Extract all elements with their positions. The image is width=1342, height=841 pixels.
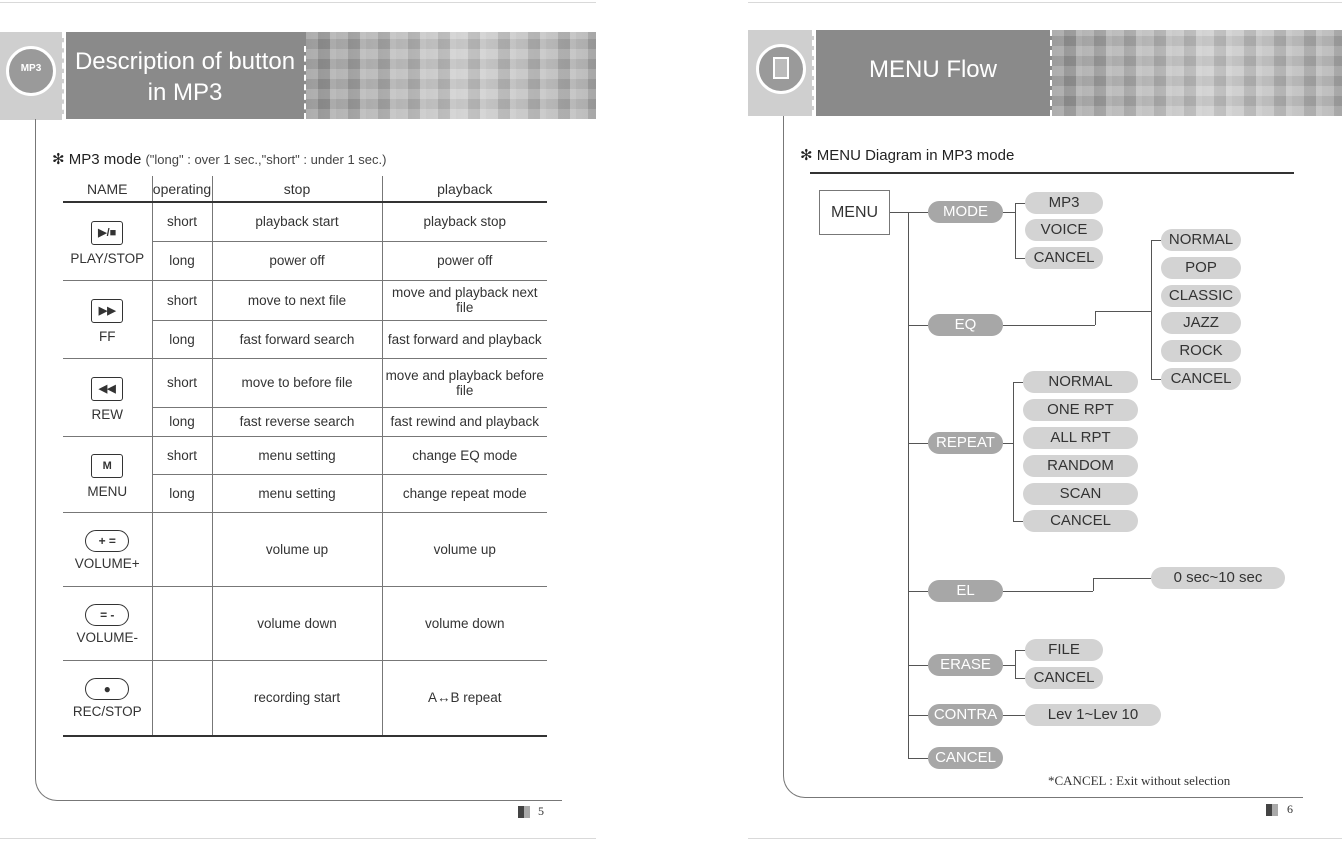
button-name: REC/STOP bbox=[72, 704, 142, 720]
mp3-icon-label: MP3 bbox=[20, 63, 42, 74]
book-icon-box bbox=[748, 30, 814, 116]
menu-node-repeat: REPEAT bbox=[928, 432, 1003, 454]
stop-cell: recording start bbox=[212, 660, 382, 736]
connector bbox=[1003, 715, 1025, 716]
option-scan: SCAN bbox=[1023, 483, 1138, 505]
option-file: FILE bbox=[1025, 639, 1103, 661]
page-edge-line bbox=[748, 838, 1342, 839]
connector bbox=[908, 212, 909, 758]
stop-cell: menu setting bbox=[212, 436, 382, 474]
page-edge-line bbox=[0, 838, 596, 839]
play-cell: move and playback next file bbox=[382, 280, 547, 320]
name-cell bbox=[63, 512, 152, 586]
play-cell: change EQ mode bbox=[382, 436, 547, 474]
play-cell: volume up bbox=[382, 512, 547, 586]
connector bbox=[1151, 379, 1161, 380]
volume-up-icon: + = bbox=[85, 530, 129, 552]
option-classic: CLASSIC bbox=[1161, 285, 1241, 307]
option-contrast-range: Lev 1~Lev 10 bbox=[1025, 704, 1161, 726]
button-name: VOLUME- bbox=[76, 629, 138, 645]
play-cell: fast forward and playback bbox=[382, 320, 547, 358]
connector bbox=[908, 212, 928, 213]
record-icon: ● bbox=[85, 678, 129, 700]
right-banner bbox=[816, 30, 1342, 116]
menu-root-box: MENU bbox=[819, 190, 890, 235]
op-cell: short bbox=[152, 280, 212, 320]
play-cell: move and playback before file bbox=[382, 358, 547, 407]
op-cell: long bbox=[152, 474, 212, 512]
op-cell: short bbox=[152, 436, 212, 474]
volume-down-icon: = - bbox=[85, 604, 129, 626]
connector bbox=[1015, 650, 1016, 678]
connector bbox=[908, 715, 928, 716]
option-all-rpt: ALL RPT bbox=[1023, 427, 1138, 449]
op-cell bbox=[152, 512, 212, 586]
option-rock: ROCK bbox=[1161, 340, 1241, 362]
col-name: NAME bbox=[63, 176, 152, 202]
op-cell: short bbox=[152, 202, 212, 241]
menu-node-el: EL bbox=[928, 580, 1003, 602]
connector bbox=[1015, 258, 1025, 259]
table-row bbox=[63, 202, 547, 241]
connector bbox=[1003, 212, 1015, 213]
button-name: FF bbox=[99, 328, 116, 344]
play-cell: fast rewind and playback bbox=[382, 407, 547, 436]
asterisk-icon: ✻ bbox=[52, 151, 69, 168]
connector bbox=[1003, 443, 1013, 444]
stop-cell: power off bbox=[212, 241, 382, 280]
play-cell: power off bbox=[382, 241, 547, 280]
mp3-icon bbox=[6, 46, 56, 96]
connector bbox=[1003, 325, 1095, 326]
heading-rule bbox=[810, 172, 1294, 174]
page-edge-line bbox=[0, 2, 596, 3]
option-mp3: MP3 bbox=[1025, 192, 1103, 214]
op-cell: long bbox=[152, 320, 212, 358]
menu-node-contra: CONTRA bbox=[928, 704, 1003, 726]
play-cell: change repeat mode bbox=[382, 474, 547, 512]
menu-node-eq: EQ bbox=[928, 314, 1003, 336]
connector bbox=[1015, 203, 1016, 259]
connector bbox=[908, 758, 928, 759]
connector bbox=[1095, 311, 1151, 312]
option-el-range: 0 sec~10 sec bbox=[1151, 567, 1285, 589]
title-line-1: Description of button bbox=[74, 48, 296, 75]
connector bbox=[908, 591, 928, 592]
stop-cell: volume down bbox=[212, 586, 382, 660]
op-cell bbox=[152, 586, 212, 660]
op-cell bbox=[152, 660, 212, 736]
table-row bbox=[63, 280, 547, 320]
table-header bbox=[63, 176, 547, 202]
option-pop: POP bbox=[1161, 257, 1241, 279]
connector bbox=[1003, 591, 1093, 592]
name-cell bbox=[63, 586, 152, 660]
page-title: MENU Flow bbox=[816, 30, 1052, 116]
fast-forward-icon: ▶▶ bbox=[91, 299, 123, 323]
play-cell: A↔B repeat bbox=[382, 660, 547, 736]
banner-mosaic bbox=[306, 32, 596, 119]
connector bbox=[1093, 578, 1094, 591]
table-row bbox=[63, 586, 547, 660]
connector bbox=[890, 212, 908, 213]
heading-note: ("long" : over 1 sec.,"short" : under 1 sec.) bbox=[145, 152, 387, 167]
connector bbox=[1015, 650, 1025, 651]
name-cell bbox=[63, 436, 152, 512]
option-voice: VOICE bbox=[1025, 219, 1103, 241]
connector bbox=[1013, 521, 1023, 522]
stop-cell: move to next file bbox=[212, 280, 382, 320]
stop-cell: volume up bbox=[212, 512, 382, 586]
mp3-icon-box bbox=[0, 32, 64, 120]
section-heading bbox=[800, 146, 1014, 164]
connector bbox=[1015, 678, 1025, 679]
play-stop-icon: ▶/■ bbox=[91, 221, 123, 245]
connector bbox=[1151, 240, 1152, 380]
cancel-note: *CANCEL : Exit without selection bbox=[1048, 773, 1231, 788]
name-cell bbox=[63, 358, 152, 436]
connector bbox=[908, 665, 928, 666]
op-cell: long bbox=[152, 407, 212, 436]
menu-button-icon: M bbox=[91, 454, 123, 478]
page-mark-icon bbox=[518, 806, 530, 818]
banner-mosaic bbox=[1052, 30, 1342, 116]
connector bbox=[1013, 382, 1014, 522]
option-cancel: CANCEL bbox=[1161, 368, 1241, 390]
option-cancel: CANCEL bbox=[1025, 667, 1103, 689]
button-table bbox=[63, 176, 547, 737]
page-number: 6 bbox=[1287, 802, 1293, 816]
option-cancel: CANCEL bbox=[1023, 510, 1138, 532]
heading-text: MENU Diagram in MP3 mode bbox=[816, 147, 1015, 164]
page-title bbox=[66, 46, 306, 119]
section-heading bbox=[52, 150, 386, 168]
heading-text: MP3 mode bbox=[68, 151, 142, 168]
name-cell bbox=[63, 660, 152, 736]
connector bbox=[908, 443, 928, 444]
col-playback: playback bbox=[382, 176, 547, 202]
connector bbox=[1093, 578, 1151, 579]
menu-node-cancel: CANCEL bbox=[928, 747, 1003, 769]
option-random: RANDOM bbox=[1023, 455, 1138, 477]
name-cell bbox=[63, 280, 152, 358]
book-icon bbox=[756, 44, 806, 94]
option-normal: NORMAL bbox=[1161, 229, 1241, 251]
title-line-2: in MP3 bbox=[147, 79, 223, 106]
connector bbox=[1095, 311, 1096, 325]
book-icon-shape bbox=[773, 57, 789, 79]
name-cell bbox=[63, 202, 152, 280]
option-one-rpt: ONE RPT bbox=[1023, 399, 1138, 421]
option-jazz: JAZZ bbox=[1161, 312, 1241, 334]
rewind-icon: ◀◀ bbox=[91, 377, 123, 401]
button-name: MENU bbox=[87, 483, 128, 499]
col-stop: stop bbox=[212, 176, 382, 202]
stop-cell: fast reverse search bbox=[212, 407, 382, 436]
op-cell: short bbox=[152, 358, 212, 407]
connector bbox=[1151, 240, 1161, 241]
button-name: REW bbox=[91, 406, 123, 422]
option-normal: NORMAL bbox=[1023, 371, 1138, 393]
page-edge-line bbox=[748, 2, 1342, 3]
stop-cell: playback start bbox=[212, 202, 382, 241]
connector bbox=[1013, 382, 1023, 383]
col-operating: operating bbox=[152, 176, 212, 202]
play-cell: playback stop bbox=[382, 202, 547, 241]
table-row bbox=[63, 436, 547, 474]
connector bbox=[908, 325, 928, 326]
op-cell: long bbox=[152, 241, 212, 280]
menu-node-mode: MODE bbox=[928, 201, 1003, 223]
button-name: PLAY/STOP bbox=[70, 250, 145, 266]
play-cell: volume down bbox=[382, 586, 547, 660]
table-row bbox=[63, 512, 547, 586]
stop-cell: menu setting bbox=[212, 474, 382, 512]
stop-cell: fast forward search bbox=[212, 320, 382, 358]
asterisk-icon: ✻ bbox=[800, 147, 817, 164]
menu-node-erase: ERASE bbox=[928, 654, 1003, 676]
button-name: VOLUME+ bbox=[74, 555, 140, 571]
page-number: 5 bbox=[538, 804, 544, 818]
table-row bbox=[63, 358, 547, 407]
left-banner bbox=[66, 32, 596, 119]
stop-cell: move to before file bbox=[212, 358, 382, 407]
page-mark-icon bbox=[1266, 804, 1278, 816]
option-cancel: CANCEL bbox=[1025, 247, 1103, 269]
connector bbox=[1015, 203, 1025, 204]
table-row bbox=[63, 660, 547, 736]
connector bbox=[1003, 665, 1015, 666]
